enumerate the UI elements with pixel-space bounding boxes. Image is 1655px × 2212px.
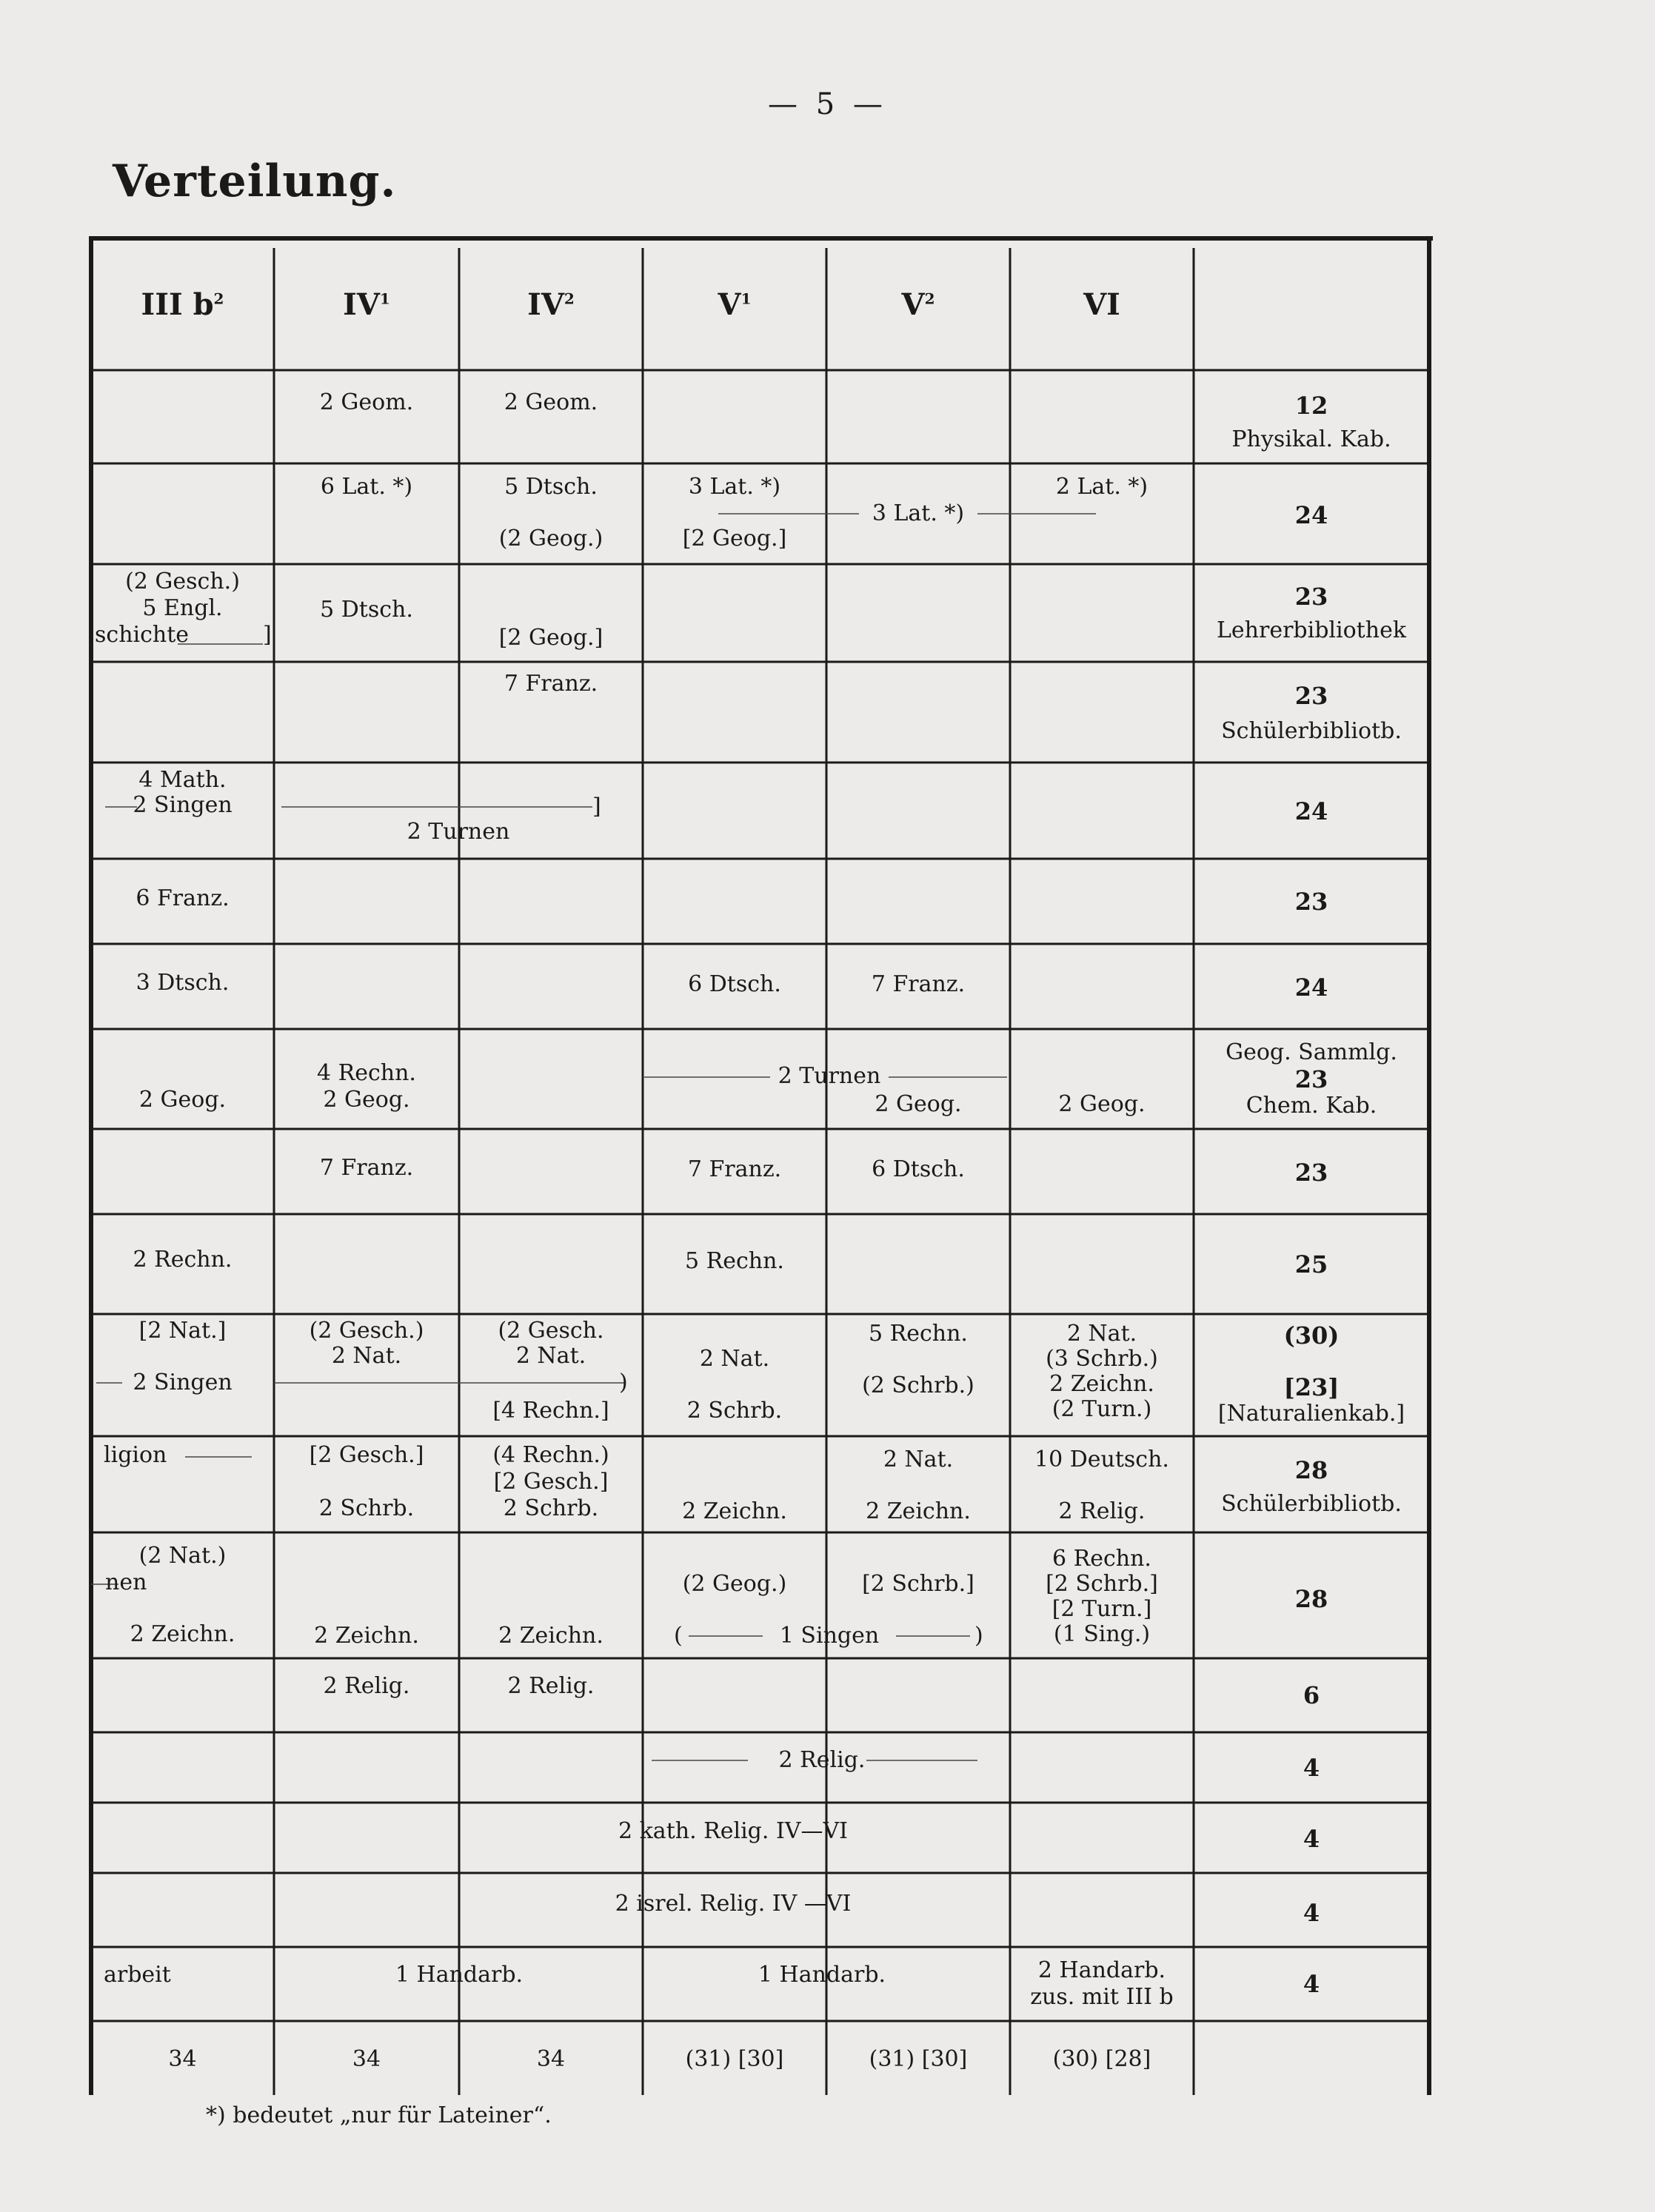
- cell: 2 Relig.: [323, 1673, 410, 1699]
- cell: nen: [105, 1569, 147, 1595]
- cell: ligion: [104, 1442, 167, 1468]
- cell: [2 Geog.]: [682, 526, 787, 552]
- cell: 5 Rechn.: [685, 1248, 784, 1274]
- cell: schichte: [95, 622, 190, 648]
- room-note: Schülerbibliotb.: [1221, 718, 1402, 744]
- spanning-entry: 2 Turnen: [407, 819, 510, 845]
- room-note: [Naturalienkab.]: [1217, 1401, 1405, 1427]
- cell: 2 Geog.: [138, 1087, 227, 1113]
- cell: 3 Dtsch.: [136, 970, 230, 996]
- row-total: 23: [1294, 682, 1328, 710]
- row-total: 23: [1294, 1065, 1328, 1093]
- cell: 2 Singen: [133, 792, 233, 818]
- cell: 2 Zeichn.: [1049, 1371, 1154, 1397]
- row-total: 12: [1294, 392, 1328, 420]
- cell: 2 Zeichn.: [130, 1621, 235, 1647]
- cell: 2 Schrb.: [503, 1495, 599, 1521]
- header-VI: VI: [1083, 287, 1120, 322]
- spanning-entry: 2 isrel. Relig. IV —VI: [615, 1891, 852, 1917]
- column-total: (30) [28]: [1052, 2046, 1151, 2072]
- cell: (2 Gesch.): [125, 569, 240, 594]
- cell: [2 Gesch.]: [309, 1442, 424, 1468]
- column-total: 34: [352, 2046, 381, 2072]
- row-total: (30): [1283, 1321, 1340, 1350]
- room-note: Chem. Kab.: [1246, 1093, 1377, 1119]
- cell: 6 Dtsch.: [688, 971, 781, 997]
- row-total: 24: [1294, 501, 1328, 529]
- room-note: Physikal. Kab.: [1231, 426, 1391, 452]
- cell: [2 Nat.]: [138, 1318, 227, 1344]
- room-note: Schülerbibliotb.: [1221, 1491, 1402, 1517]
- bracket: ): [974, 1623, 983, 1649]
- cell: 7 Franz.: [871, 971, 966, 997]
- cell: 4 Rechn.: [317, 1060, 416, 1086]
- page-heading: Verteilung.: [113, 155, 397, 207]
- cell: (2 Schrb.): [862, 1373, 974, 1398]
- spanning-entry: 2 kath. Relig. IV—VI: [618, 1818, 848, 1844]
- spanning-entry: 1 Singen: [779, 1623, 880, 1649]
- cell: (3 Schrb.): [1046, 1346, 1158, 1372]
- cell: 2 Geog.: [1058, 1091, 1146, 1117]
- cell: (2 Geog.): [498, 526, 604, 552]
- header-IV1: $IV^1$: [343, 287, 390, 322]
- bracket: ]: [592, 794, 601, 820]
- cell: (1 Sing.): [1053, 1621, 1151, 1647]
- cell: (2 Nat.): [138, 1543, 227, 1569]
- cell: 2 Zeichn.: [682, 1498, 787, 1524]
- cell: 4 Math.: [138, 767, 227, 793]
- spanning-entry: 3 Lat. *): [872, 500, 965, 526]
- cell: 2 Schrb.: [686, 1398, 783, 1424]
- row-total: 24: [1294, 973, 1328, 1002]
- cell: [4 Rechn.]: [492, 1398, 609, 1424]
- row-total: 28: [1294, 1456, 1328, 1484]
- cell: 2 Nat.: [515, 1343, 586, 1369]
- cell: 5 Engl.: [142, 595, 223, 621]
- spanning-entry: 1 Handarb.: [758, 1962, 886, 1988]
- cell: 2 Zeichn.: [866, 1498, 971, 1524]
- cell: 5 Rechn.: [869, 1321, 968, 1347]
- bracket: ]: [263, 622, 272, 648]
- cell: 2 Nat.: [699, 1346, 770, 1372]
- cell: [2 Turn.]: [1051, 1596, 1152, 1622]
- cell: 2 Relig.: [507, 1673, 595, 1699]
- row-total: 23: [1294, 1159, 1328, 1187]
- cell: arbeit: [104, 1962, 171, 1988]
- cell: 2 Nat.: [883, 1447, 954, 1472]
- cell: 7 Franz.: [504, 671, 598, 697]
- cell: 6 Lat. *): [320, 474, 413, 500]
- footnote: *) bedeutet „nur für Lateiner“.: [206, 2102, 552, 2128]
- column-total: 34: [536, 2046, 566, 2072]
- cell: 2 Geom.: [319, 389, 414, 415]
- cell: 3 Lat. *): [688, 474, 781, 500]
- cell: zus. mit III b: [1030, 1984, 1174, 2010]
- spanning-entry: 2 Turnen: [778, 1063, 881, 1089]
- header-V1: $V^1$: [718, 287, 752, 322]
- column-total: 34: [168, 2046, 197, 2072]
- cell: (2 Turn.): [1051, 1396, 1152, 1422]
- cell: (4 Rechn.): [492, 1442, 609, 1468]
- cell: 6 Rechn.: [1052, 1546, 1151, 1572]
- row-total: 23: [1294, 583, 1328, 611]
- cell: [2 Schrb.]: [862, 1571, 974, 1597]
- row-total: 24: [1294, 797, 1328, 825]
- row-total: [23]: [1283, 1373, 1340, 1401]
- cell: 7 Franz.: [319, 1155, 414, 1181]
- cell: 5 Dtsch.: [504, 474, 598, 500]
- bracket: (: [674, 1623, 683, 1649]
- cell: 2 Relig.: [1058, 1498, 1146, 1524]
- cell: 2 Nat.: [331, 1343, 402, 1369]
- cell: [2 Geog.]: [498, 625, 604, 651]
- cell: (2 Geog.): [682, 1571, 787, 1597]
- row-total: 28: [1294, 1585, 1328, 1613]
- bracket: ): [619, 1370, 628, 1395]
- cell: 2 Schrb.: [318, 1495, 415, 1521]
- row-total: 25: [1294, 1250, 1328, 1278]
- cell: (2 Gesch.: [498, 1318, 604, 1344]
- cell: 7 Franz.: [687, 1156, 782, 1182]
- cell: 6 Dtsch.: [872, 1156, 965, 1182]
- cell: 2 Zeichn.: [314, 1623, 419, 1649]
- row-total: 23: [1294, 888, 1328, 916]
- row-total: 6: [1303, 1681, 1320, 1709]
- page-number: — 5 —: [768, 87, 887, 121]
- row-total: 4: [1303, 1825, 1320, 1853]
- row-total: 4: [1303, 1970, 1320, 1998]
- cell: 2 Singen: [133, 1370, 233, 1395]
- column-total: (31) [30]: [685, 2046, 784, 2072]
- spanning-entry: 1 Handarb.: [395, 1962, 524, 1988]
- column-total: (31) [30]: [869, 2046, 968, 2072]
- cell: 2 Zeichn.: [498, 1623, 604, 1649]
- cell: 2 Geom.: [504, 389, 598, 415]
- row-total: 4: [1303, 1899, 1320, 1927]
- cell: 2 Geog.: [875, 1091, 962, 1117]
- cell: 2 Geog.: [323, 1087, 410, 1113]
- header-IIIb2: III $b^2$: [141, 287, 224, 322]
- header-V2: $V^2$: [901, 287, 935, 322]
- cell: 6 Franz.: [136, 885, 230, 911]
- cell: 2 Handarb.: [1037, 1957, 1166, 1983]
- room-note: Geog. Sammlg.: [1226, 1039, 1397, 1065]
- cell: 2 Lat. *): [1055, 474, 1149, 500]
- cell: [2 Gesch.]: [493, 1469, 609, 1495]
- cell: 2 Rechn.: [133, 1247, 233, 1273]
- room-note: Lehrerbibliothek: [1217, 617, 1406, 643]
- cell: [2 Schrb.]: [1046, 1571, 1158, 1597]
- row-total: 4: [1303, 1754, 1320, 1782]
- cell: 2 Nat.: [1066, 1321, 1137, 1347]
- cell: (2 Gesch.): [309, 1318, 424, 1344]
- spanning-entry: 2 Relig.: [778, 1747, 866, 1773]
- header-IV2: $IV^2$: [527, 287, 575, 322]
- cell: 5 Dtsch.: [320, 597, 413, 623]
- cell: 10 Deutsch.: [1034, 1447, 1169, 1472]
